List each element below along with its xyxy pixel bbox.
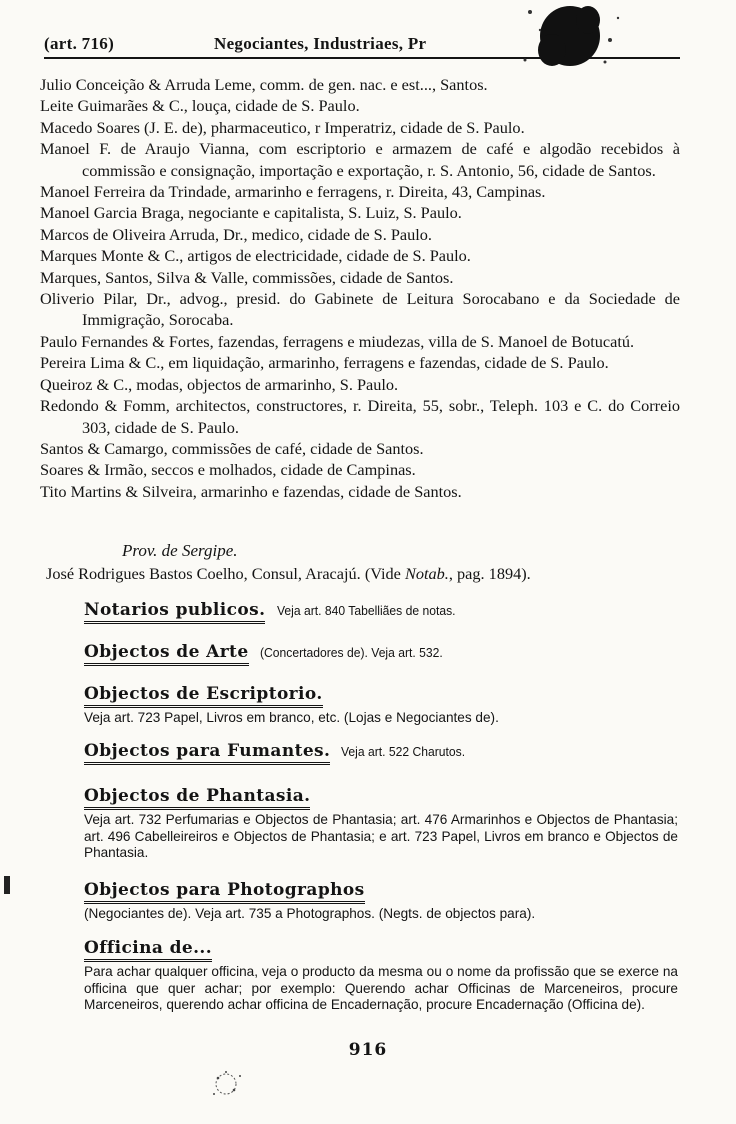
section-objectos-photographos <box>84 880 684 923</box>
section-title: Officina de... <box>84 938 212 962</box>
section-title: Notarios publicos. <box>84 600 265 624</box>
list-item: Macedo Soares (J. E. de), pharmaceutico, r Imperatriz, cidade de S. Paulo. <box>40 117 525 137</box>
list-item: Redondo & Fomm, architectos, constructores, r. Direita, 55, sobr., Teleph. 103 e C. do Correio 303, cidade de S. Paulo. <box>40 396 680 437</box>
section-objectos-arte <box>84 642 684 666</box>
section-objectos-escriptorio <box>84 684 684 727</box>
section-body: (Negociantes de). Veja art. 735 a Photographos. (Negts. de objectos para). <box>84 906 536 921</box>
ink-smudge-icon <box>196 1060 256 1110</box>
list-item: Oliverio Pilar, Dr., advog., presid. do Gabinete de Leitura Sorocabano e da Sociedade de Immigração, Sorocaba. <box>40 289 680 330</box>
province-heading: Prov. de Sergipe. <box>122 541 238 560</box>
page-number: 916 <box>348 1040 388 1060</box>
section-body: Veja art. 723 Papel, Livros em branco, etc. (Lojas e Negociantes de). <box>84 710 499 725</box>
list-item: Queiroz & C., modas, objectos de armarinho, S. Paulo. <box>40 374 399 394</box>
sergipe-entry-main: José Rodrigues Bastos Coelho, Consul, Aracajú. (Vide <box>46 564 401 583</box>
header-article: (art. 716) <box>44 34 115 53</box>
list-item: Pereira Lima & C., em liquidação, armarinho, ferragens e fazendas, cidade de S. Paulo. <box>40 353 609 373</box>
section-title: Objectos de Escriptorio. <box>84 684 323 708</box>
section-ref: (Concertadores de). Veja art. 532. <box>259 645 443 660</box>
list-item: Paulo Fernandes & Fortes, fazendas, ferragens e miudezas, villa de S. Manoel de Botucatú. <box>40 331 635 351</box>
section-title: Objectos para Fumantes. <box>84 741 330 765</box>
header-section: Negociantes, Industriaes, Pr <box>214 34 427 53</box>
list-item: Leite Guimarães & C., louça, cidade de S. Paulo. <box>40 96 360 116</box>
section-title: Objectos de Phantasia. <box>84 786 310 810</box>
sergipe-entry-ref: Notab. <box>405 564 449 583</box>
list-item: Soares & Irmão, seccos e molhados, cidade de Campinas. <box>40 460 416 480</box>
list-item: Marques, Santos, Silva & Valle, commissões, cidade de Santos. <box>40 267 454 287</box>
section-ref: Veja art. 840 Tabelliães de notas. <box>276 603 456 618</box>
section-ref: Veja art. 522 Charutos. <box>341 744 466 759</box>
margin-mark <box>4 876 10 894</box>
list-item: Julio Conceição & Arruda Leme, comm. de gen. nac. e est..., Santos. <box>40 75 488 94</box>
section-title: Objectos de Arte <box>84 642 249 666</box>
sergipe-entry <box>46 563 686 584</box>
section-body: Veja art. 732 Perfumarias e Objectos de Phantasia; art. 476 Armarinhos e Objectos de Phantasia; art. 496 Cabelleireiros e Objectos de Phantasia; e art. 723 Papel, Livros em branco e Objectos de Phantasia. <box>84 812 678 860</box>
list-item: Manoel Garcia Braga, negociante e capitalista, S. Luiz, S. Paulo. <box>40 203 462 223</box>
ink-blot-icon <box>510 0 630 75</box>
sergipe-entry-tail: , pag. 1894). <box>448 564 531 583</box>
list-item: Manoel F. de Araujo Vianna, com escriptorio e armazem de café e algodão recebidos à commissão e consignação, importação e exportação, r. S. Antonio, 56, cidade de Santos. <box>40 139 680 180</box>
section-objectos-fumantes <box>84 741 684 765</box>
section-notarios <box>84 600 684 624</box>
list-item: Marcos de Oliveira Arruda, Dr., medico, cidade de S. Paulo. <box>40 224 432 244</box>
section-body: Para achar qualquer officina, veja o producto da mesma ou o nome da profissão que se exerce na officina que quer achar; por exemplo: Querendo achar Officinas de Marceneiros, procure Marceneiros, querendo achar officina de Encadernação, procure Encadernação (Officina de). <box>84 964 678 1012</box>
list-item: Marques Monte & C., artigos de electricidade, cidade de S. Paulo. <box>40 246 471 266</box>
section-title: Objectos para Photographos <box>84 880 365 904</box>
section-objectos-phantasia <box>84 786 684 862</box>
sao-paulo-entry-list <box>40 74 680 502</box>
list-item: Tito Martins & Silveira, armarinho e fazendas, cidade de Santos. <box>40 481 462 501</box>
list-item: Santos & Camargo, commissões de café, cidade de Santos. <box>40 438 424 458</box>
list-item: Manoel Ferreira da Trindade, armarinho e ferragens, r. Direita, 43, Campinas. <box>40 182 546 202</box>
section-officina <box>84 938 684 1014</box>
